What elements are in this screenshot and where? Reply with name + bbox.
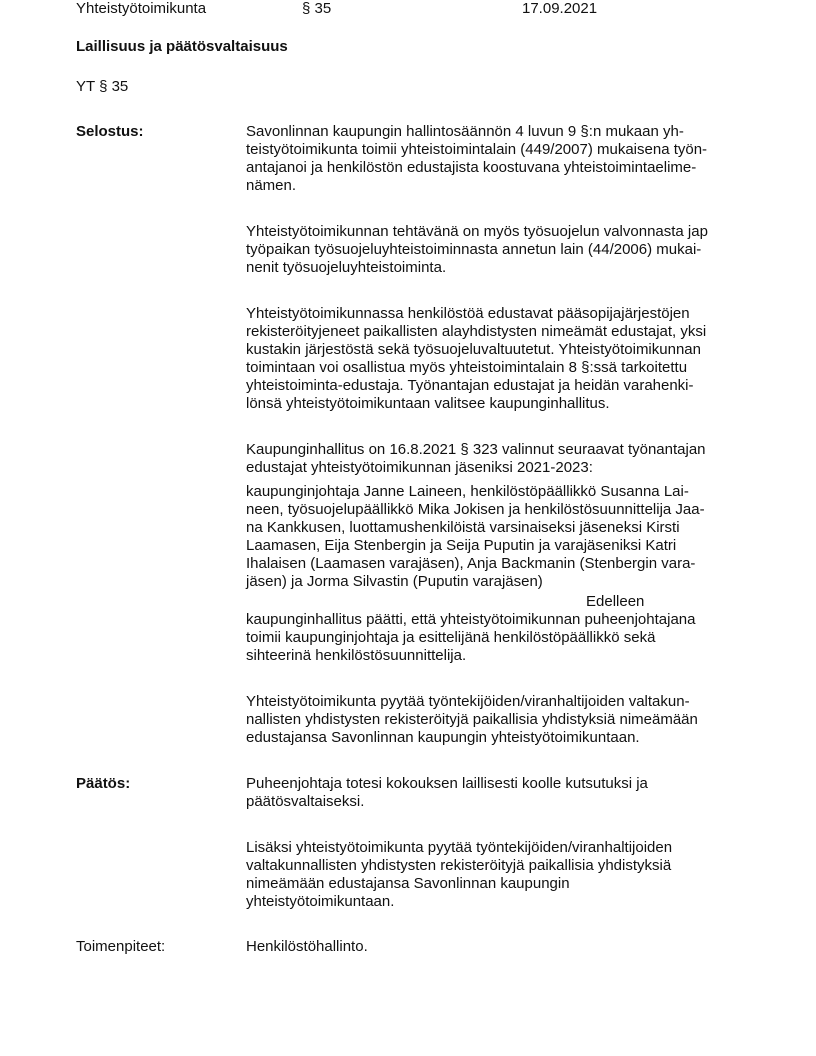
selostus-paragraph-4 [246, 441, 746, 477]
text-line: yhteistyötoimikuntaan. [246, 893, 395, 910]
text-line: sihteerinä henkilöstösuunnittelija. [246, 647, 467, 664]
text-line: nenit työsuojeluyhteistoiminta. [246, 259, 447, 276]
text-line: nallisten yhdistysten rekisteröityjä paikallisia yhdistyksiä nimeämään [246, 711, 698, 728]
text-line: nämen. [246, 177, 297, 194]
paragraph-lead-word: Edelleen [586, 593, 645, 610]
meeting-date: 17.09.2021 [522, 0, 598, 17]
text-line: yhteistoiminta-edustaja. Työnantajan edustajat ja heidän varahenki- [246, 377, 694, 394]
text-line: lönsä yhteistyötoimikuntaan valitsee kaupunginhallitus. [246, 395, 610, 412]
selostus-paragraph-3 [246, 305, 746, 413]
text-line: päätösvaltaiseksi. [246, 793, 365, 810]
text-line: Savonlinnan kaupungin hallintosäännön 4 luvun 9 §:n mukaan yh- [246, 123, 684, 140]
text-line: edustajat yhteistyötoimikunnan jäseniksi 2021-2023: [246, 459, 593, 476]
text-line: Laamasen, Eija Stenbergin ja Seija Puputin ja varajäseniksi Katri [246, 537, 677, 554]
text-line: Kaupunginhallitus on 16.8.2021 § 323 valinnut seuraavat työnantajan [246, 441, 706, 458]
text-line: neen, työsuojelupäällikkö Mika Jokisen ja henkilöstösuunnittelija Jaa- [246, 501, 705, 518]
text-line: kaupunginhallitus päätti, että yhteistyötoimikunnan puheenjohtajana [246, 611, 696, 628]
toimenpiteet-label: Toimenpiteet: [76, 938, 166, 955]
text-line: Lisäksi yhteistyötoimikunta pyytää työntekijöiden/viranhaltijoiden [246, 839, 673, 856]
text-line: edustajansa Savonlinnan kaupungin yhteistyötoimikuntaan. [246, 729, 640, 746]
selostus-paragraph-6 [246, 611, 746, 665]
text-line: Yhteistyötoimikunta pyytää työntekijöiden/viranhaltijoiden valtakun- [246, 693, 690, 710]
text-line: kustakin järjestöstä sekä työsuojeluvaltuutetut. Yhteistyötoimikunnan [246, 341, 701, 358]
selostus-paragraph-1 [246, 123, 746, 195]
text-line: Yhteistyötoimikunnassa henkilöstöä edustavat pääsopijajärjestöjen [246, 305, 690, 322]
section-number: § 35 [302, 0, 332, 17]
text-line: Yhteistyötoimikunnan tehtävänä on myös työsuojelun valvonnasta jap [246, 223, 708, 240]
paatos-label: Päätös: [76, 775, 131, 792]
paatos-paragraph-1 [246, 775, 746, 811]
text-line: antajanoi ja henkilöstön edustajista koostuvana yhteistoimintaelime- [246, 159, 697, 176]
selostus-label: Selostus: [76, 123, 144, 140]
text-line: valtakunnallisten yhdistysten rekisteröityjä paikallisia yhdistyksiä [246, 857, 672, 874]
document-title: Laillisuus ja päätösvaltaisuus [76, 38, 288, 55]
text-line: Ihalaisen (Laamasen varajäsen), Anja Backmanin (Stenbergin vara- [246, 555, 696, 572]
text-line: teistyötoimikunta toimii yhteistoimintalain (449/2007) mukaisena työn- [246, 141, 708, 158]
text-line: Puheenjohtaja totesi kokouksen laillisesti koolle kutsutuksi ja [246, 775, 648, 792]
text-line: kaupunginjohtaja Janne Laineen, henkilöstöpäällikkö Susanna Lai- [246, 483, 689, 500]
text-line: nimeämään edustajansa Savonlinnan kaupungin [246, 875, 570, 892]
toimenpiteet-value: Henkilöstöhallinto. [246, 938, 368, 955]
committee-name: Yhteistyötoimikunta [76, 0, 207, 17]
paatos-paragraph-2 [246, 839, 746, 911]
text-line: jäsen) ja Jorma Silvastin (Puputin varajäsen) [246, 573, 543, 590]
text-line: toimii kaupunginjohtaja ja esittelijänä henkilöstöpäällikkö sekä [246, 629, 656, 646]
text-line: toimintaan voi osallistua myös yhteistoimintalain 8 §:ssä tarkoitettu [246, 359, 688, 376]
text-line: na Kankkusen, luottamushenkilöistä varsinaiseksi jäseneksi Kirsti [246, 519, 680, 536]
selostus-paragraph-2 [246, 223, 746, 277]
selostus-paragraph-5 [246, 483, 746, 591]
text-line: rekisteröityjeneet paikallisten alayhdistysten nimeämät edustajat, yksi [246, 323, 707, 340]
selostus-paragraph-7 [246, 693, 746, 747]
section-reference: YT § 35 [76, 78, 129, 95]
text-line: työpaikan työsuojeluyhteistoiminnasta annetun lain (44/2006) mukai- [246, 241, 702, 258]
